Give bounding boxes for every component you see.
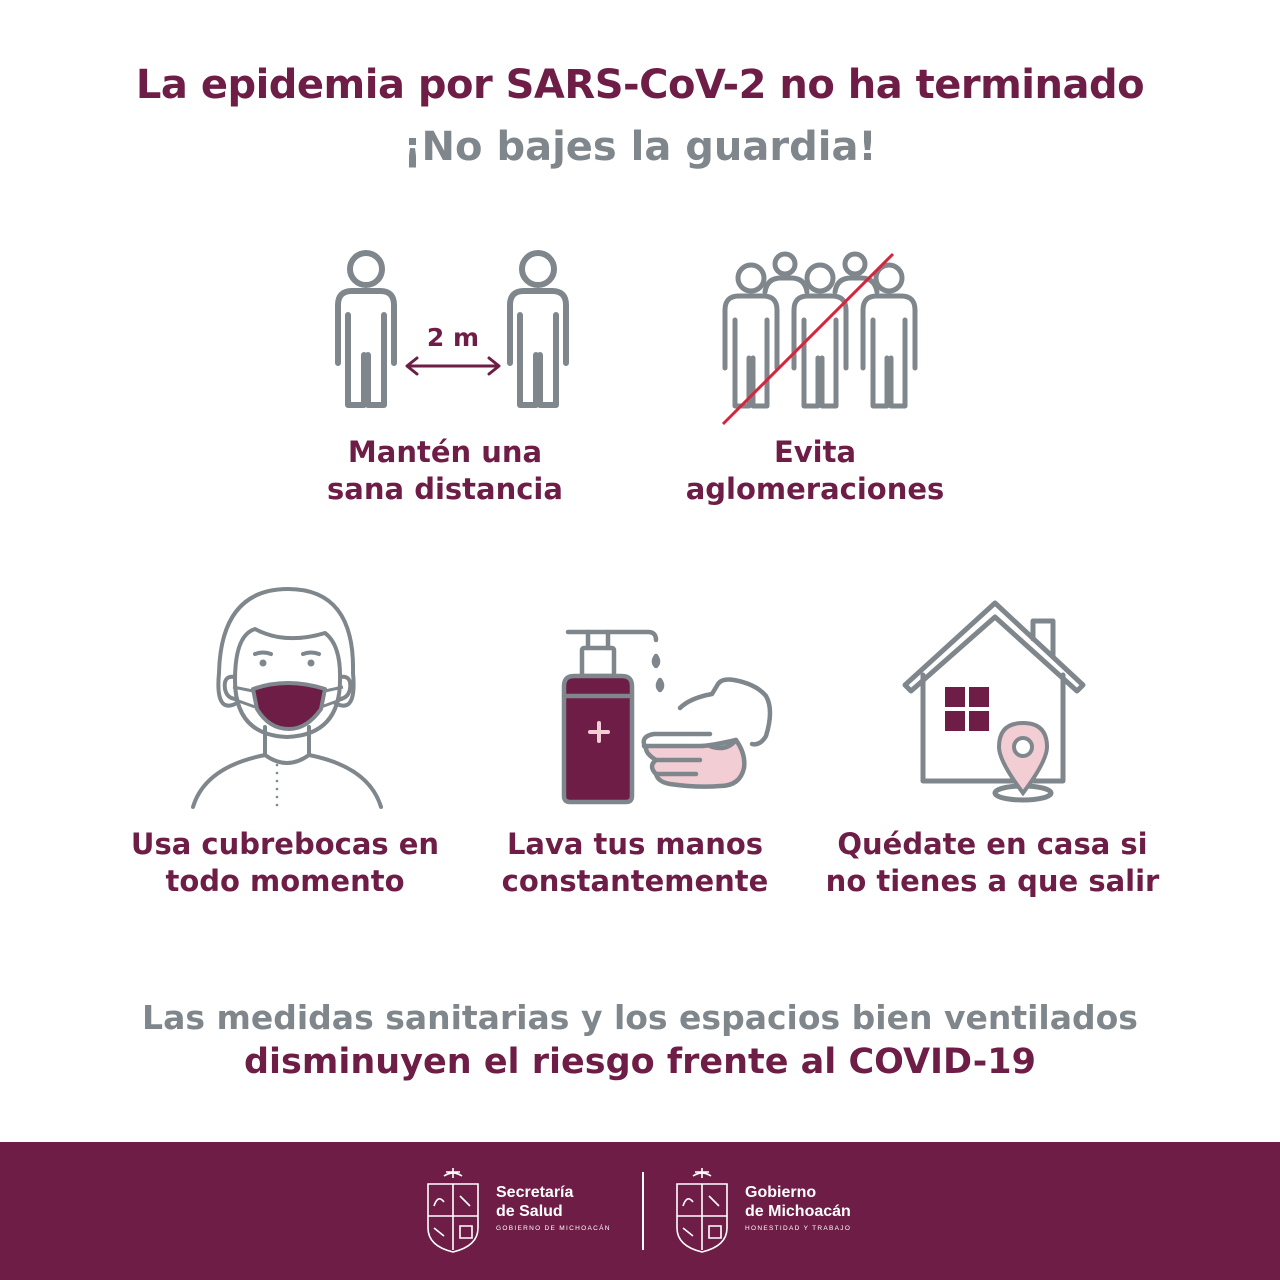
logo-name-line: de Salud	[496, 1203, 563, 1220]
caption-line: Lava tus manos	[506, 827, 764, 861]
footer-message-line1: Las medidas sanitarias y los espacios bien ventilados	[142, 998, 1138, 1037]
social-distance-icon	[320, 245, 590, 420]
caption-crowds	[660, 434, 970, 508]
caption-handwash	[470, 826, 800, 900]
caption-line: Quédate en casa si	[837, 827, 1148, 861]
caption-line: no tienes a que salir	[825, 864, 1160, 898]
caption-line: constantemente	[501, 864, 769, 898]
footer-band	[0, 1142, 1280, 1280]
logo-name-line: Gobierno	[745, 1184, 817, 1201]
coat-of-arms-icon	[673, 1166, 731, 1254]
caption-home	[810, 826, 1175, 900]
logo-gobierno-michoacan	[745, 1183, 851, 1232]
caption-line: Mantén una	[347, 435, 543, 469]
stay-home-icon	[895, 595, 1095, 805]
caption-distance	[290, 434, 600, 508]
logo-tagline: HONESTIDAD Y TRABAJO	[745, 1225, 852, 1232]
no-crowds-icon	[715, 248, 925, 428]
logo-name-line: de Michoacán	[745, 1203, 851, 1220]
page-title: La epidemia por SARS-CoV-2 no ha terminado	[135, 62, 1145, 108]
face-mask-icon	[185, 585, 390, 810]
logo-secretaria-salud	[496, 1183, 611, 1232]
logo-divider	[642, 1172, 644, 1250]
coat-of-arms-icon	[424, 1166, 482, 1254]
caption-line: todo momento	[165, 864, 405, 898]
caption-line: aglomeraciones	[685, 472, 945, 506]
hand-wash-icon	[560, 628, 775, 806]
logo-tagline: GOBIERNO DE MICHOACÁN	[496, 1225, 611, 1232]
caption-line: Evita	[773, 435, 857, 469]
logo-name-line: Secretaría	[496, 1184, 574, 1201]
caption-mask	[110, 826, 460, 900]
distance-label: 2 m	[426, 323, 480, 352]
footer-message-line2: disminuyen el riesgo frente al COVID-19	[243, 1042, 1036, 1082]
caption-line: Usa cubrebocas en	[130, 827, 440, 861]
page-subtitle: ¡No bajes la guardia!	[403, 124, 877, 170]
caption-line: sana distancia	[327, 472, 563, 506]
